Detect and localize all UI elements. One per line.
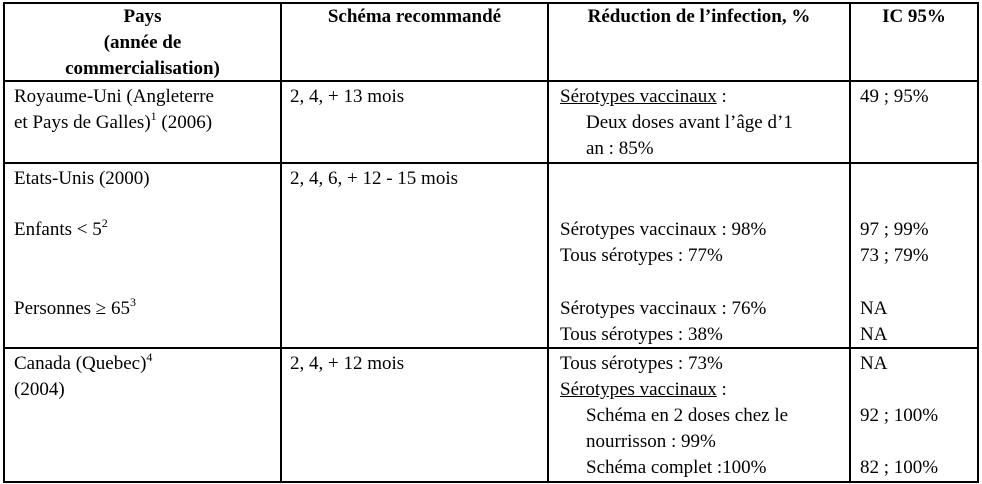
reduction-line: Tous sérotypes : 38%	[560, 324, 723, 345]
pays-line: Royaume-Uni (Angleterre	[14, 86, 214, 107]
pays-text: et Pays de Galles)	[14, 112, 151, 133]
row-us-subgroup-children	[14, 217, 108, 243]
footnote-ref: 4	[146, 350, 153, 364]
reduction-detail: nourrisson : 99%	[586, 431, 716, 452]
reduction-line: Sérotypes vaccinaux : 76%	[560, 298, 767, 319]
row-uk-ic: 49 ; 95%	[860, 86, 929, 107]
row-us-children-ic	[860, 217, 929, 269]
row-canada-schema: 2, 4, + 12 mois	[290, 353, 405, 374]
reduction-line: Tous sérotypes : 73%	[560, 353, 723, 374]
footnote-ref: 2	[101, 216, 108, 230]
reduction-detail: Deux doses avant l’âge d’1	[586, 112, 793, 133]
row-us-subgroup-elderly	[14, 296, 136, 322]
row-us-elderly-ic	[860, 296, 887, 348]
header-ic: IC 95%	[882, 6, 946, 27]
row-us-elderly-reduction	[560, 296, 766, 348]
table-border-bottom	[3, 481, 979, 483]
table-border-right	[977, 2, 979, 483]
reduction-detail: Schéma complet :100%	[586, 457, 767, 478]
pays-year: (2004)	[14, 379, 65, 400]
serotypes-vaccinaux-label: Sérotypes vaccinaux	[560, 86, 717, 107]
serotypes-vaccinaux-label: Sérotypes vaccinaux	[560, 379, 717, 400]
header-pays-line: Pays	[123, 6, 162, 27]
footnote-ref: 3	[129, 295, 136, 309]
label-suffix: :	[716, 379, 727, 400]
ic-line: 92 ; 100%	[860, 405, 939, 426]
row-uk-pays	[14, 84, 214, 136]
ic-line: 97 ; 99%	[860, 219, 929, 240]
row-us-pays: Etats-Unis (2000)	[14, 168, 150, 189]
pays-text: Canada (Quebec)	[14, 353, 147, 374]
row-uk-schema: 2, 4, + 13 mois	[290, 86, 405, 107]
header-reduction: Réduction de l’infection, %	[587, 6, 811, 27]
ic-spacer	[860, 377, 938, 403]
row-canada-ic	[860, 351, 938, 481]
subgroup-label: Enfants < 5	[14, 219, 102, 240]
header-pays	[5, 4, 280, 82]
reduction-line: Sérotypes vaccinaux : 98%	[560, 219, 767, 240]
reduction-detail: an : 85%	[586, 138, 654, 159]
row-divider	[3, 347, 979, 349]
column-divider	[849, 2, 851, 483]
ic-line: NA	[860, 298, 888, 319]
row-canada-pays	[14, 351, 152, 403]
row-divider	[3, 162, 979, 164]
column-divider	[547, 2, 549, 483]
reduction-label	[560, 377, 788, 403]
header-schema: Schéma recommandé	[327, 6, 502, 27]
reduction-detail: Schéma en 2 doses chez le	[586, 405, 789, 426]
ic-line: NA	[860, 353, 888, 374]
row-us-children-reduction	[560, 217, 766, 269]
label-suffix: :	[716, 86, 727, 107]
subgroup-label: Personnes ≥ 65	[14, 298, 130, 319]
header-pays-line: commercialisation)	[65, 58, 220, 79]
ic-line: 82 ; 100%	[860, 457, 939, 478]
ic-line: 73 ; 79%	[860, 245, 929, 266]
row-canada-reduction	[560, 351, 788, 481]
column-divider	[280, 2, 282, 483]
reduction-line: Tous sérotypes : 77%	[560, 245, 723, 266]
row-uk-reduction	[560, 84, 793, 162]
footnote-ref: 1	[150, 109, 157, 123]
row-us-schema: 2, 4, 6, + 12 - 15 mois	[290, 168, 458, 189]
ic-spacer	[860, 429, 938, 455]
reduction-label	[560, 84, 793, 110]
pays-line	[14, 110, 214, 136]
ic-line: NA	[860, 324, 888, 345]
pays-year: (2006)	[156, 112, 213, 133]
pays-line	[14, 351, 152, 377]
header-pays-line: (année de	[103, 32, 182, 53]
